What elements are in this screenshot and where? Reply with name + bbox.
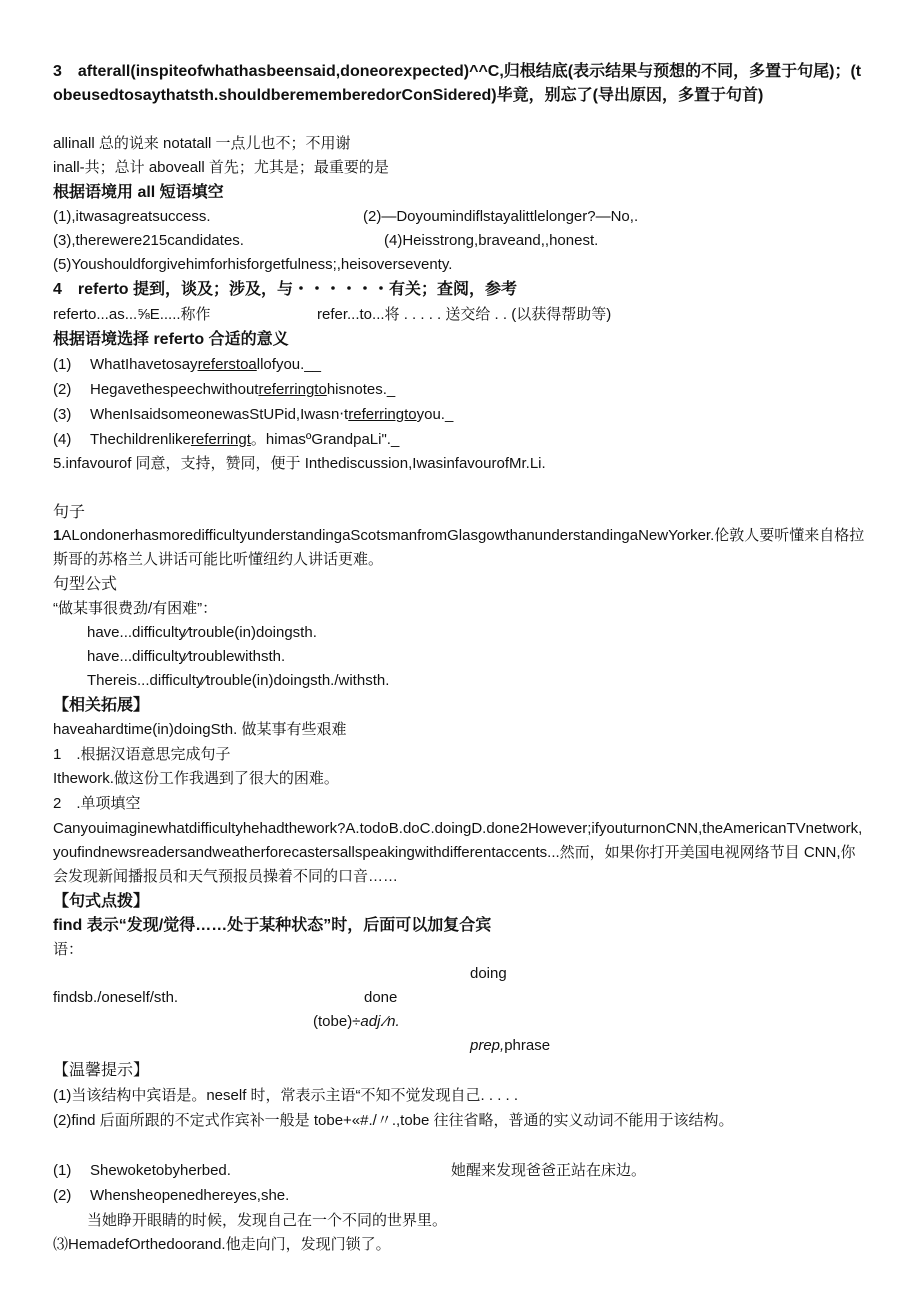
underlined-phrase: referringt <box>190 431 251 448</box>
sentence-text: ALondonerhasmoredifficultyunderstandingaScotsmanfromGlasgowthanunderstandingaNewYorker.伦敦人要听懂来自格拉斯哥的苏格兰人讲话可能比听懂纽约人讲话更难。 <box>53 527 865 568</box>
sentence-heading: 句子 <box>53 504 86 521</box>
pattern-heading: 句型公式 <box>53 576 118 593</box>
item-sentence: Thechildrenlikereferringt。himasºGrandpaLi"._ <box>90 431 400 448</box>
pattern-3: Thereis...difficulty⁄trouble(in)doingsth./withsth. <box>87 672 390 689</box>
pattern-intro: “做某事很费劲/有困难”： <box>53 600 218 617</box>
find-tobe: (tobe)÷adj.⁄n. <box>313 1013 400 1030</box>
example-3: ⑶HemadefOrthedoorand.他走向门，发现门锁了。 <box>53 1236 391 1253</box>
find-prep-phrase: prep,phrase <box>470 1037 551 1054</box>
example-1 <box>53 1159 868 1183</box>
refer-to-send: refer...to...将 . . . . . 送交给 . . (以获得帮助等) <box>317 306 612 323</box>
pattern-2: have...difficulty⁄troublewithsth. <box>87 648 286 665</box>
example-number: (2) <box>53 1187 72 1204</box>
item-number: (3) <box>53 406 72 423</box>
underlined-phrase: referringto <box>348 406 417 423</box>
refer-to-item-2 <box>53 378 868 402</box>
item-sentence: WhatIhavetosayreferstoallofyou.__ <box>90 356 321 373</box>
find-heading-tail: 语： <box>53 941 84 958</box>
all-exercise-3: (3),therewere215candidates. <box>53 232 244 249</box>
pattern-1: have...difficulty⁄trouble(in)doingsth. <box>87 624 317 641</box>
example-2-chinese: 当她睁开眼睛的时候，发现自己在一个不同的世界里。 <box>87 1212 448 1229</box>
sentence-1 <box>53 524 868 572</box>
refer-to-meaning-heading: 根据语境选择 referto 合适的意义 <box>53 331 289 348</box>
exercise-1-line: Ithework.做这份工作我遇到了很大的困难。 <box>53 770 339 787</box>
find-main: findsb./oneself/sth. <box>53 989 179 1006</box>
example-2 <box>53 1184 868 1208</box>
item-number: (4) <box>53 431 72 448</box>
all-exercise-1: (1),itwasagreatsuccess. <box>53 208 211 225</box>
expansion-line: haveahardtime(in)doingSth. 做某事有些艰难 <box>53 721 347 738</box>
related-expansion-heading: 【相关拓展】 <box>53 697 150 714</box>
item-sentence: Hegavethespeechwithoutreferringtohisnotes._ <box>90 381 396 398</box>
exercise-2-text: Canyouimaginewhatdifficultyhehadthework?A.todoB.doC.doingD.done2However;ifyouturnonCNN,theAmericanTVnetwork,youfindnewsreadersandweatherforecastersallspeakingwithdifferentaccents...然而，如果你打开美国电视网络节目 CNN,你会发现新闻播报员和天气预报员操着不同的口音…… <box>53 820 863 885</box>
section-3-after-all: 3 afterall(inspiteofwhathasbeensaid,doneorexpected)^^C,归根结底(表示结果与预想的不同，多置于句尾)；(tobeusedtosaythatsth.shouldberememberedorConSidered)毕竟，别忘了(导出原因，多置于句首) <box>53 63 862 104</box>
example-chinese: 她醒来发现爸爸正站在床边。 <box>451 1162 647 1179</box>
section-5-in-favour-of: 5.infavourof 同意，支持，赞同，便于 Inthediscussion,IwasinfavourofMr.Li. <box>53 455 546 472</box>
exercise-2-heading: 2 .单项填空 <box>53 795 141 812</box>
exercise-1-heading: 1 .根据汉语意思完成句子 <box>53 746 231 763</box>
example-number: (1) <box>53 1162 72 1179</box>
item-number: (1) <box>53 356 72 373</box>
refer-to-item-4 <box>53 428 868 452</box>
all-exercise-5: (5)Youshouldforgivehimforhisforgetfulness;,heisoverseventy. <box>53 256 453 273</box>
warm-tip-1: (1)当该结构中宾语是。neself 时，常表示主语“不知不觉发现自己. . . . . <box>53 1087 519 1104</box>
underlined-phrase: referringto <box>258 381 327 398</box>
example-english: Shewoketobyherbed. <box>90 1162 231 1179</box>
sentence-tips-heading: 【句式点拨】 <box>53 893 150 910</box>
refer-to-item-3 <box>53 403 868 427</box>
find-done: done <box>364 989 398 1006</box>
warm-tip-heading: 【温馨提示】 <box>53 1062 150 1079</box>
section-4-refer-to: 4 referto 提到，谈及；涉及，与・・・・・・有关；查阅，参考 <box>53 281 518 298</box>
all-exercise-row-2 <box>53 229 868 253</box>
example-english: Whensheopenedhereyes,she. <box>90 1187 290 1204</box>
warm-tip-2: (2)find 后面所跟的不定式作宾补一般是 tobe+«#./〃.,tobe 往往省略，普通的实义动词不能用于该结构。 <box>53 1112 734 1129</box>
refer-to-extras-row <box>53 303 868 327</box>
all-in-all-line: allinall 总的说来 notatall 一点儿也不；不用谢 <box>53 135 351 152</box>
sentence-number: 1 <box>53 527 62 544</box>
find-heading: find 表示“发现/觉得……处于某种状态”时，后面可以加复合宾 <box>53 917 492 934</box>
all-exercise-4: (4)Heisstrong,braveand,,honest. <box>384 232 599 249</box>
refer-to-as: referto...as...⅝E.....称作 <box>53 306 211 323</box>
all-exercise-2: (2)—Doyoumindiflstayalittlelonger?—No,. <box>363 208 639 225</box>
all-exercise-row-1 <box>53 205 868 229</box>
find-doing: doing <box>470 965 507 982</box>
item-sentence: WhenIsaidsomeonewasStUPid,Iwasn‧treferringtoyou._ <box>90 406 454 423</box>
in-all-line: inall-共；总计 aboveall 首先；尤其是；最重要的是 <box>53 159 389 176</box>
item-number: (2) <box>53 381 72 398</box>
refer-to-item-1 <box>53 353 868 377</box>
all-phrase-fill-heading: 根据语境用 all 短语填空 <box>53 184 224 201</box>
underlined-phrase: referstoa <box>197 356 257 373</box>
